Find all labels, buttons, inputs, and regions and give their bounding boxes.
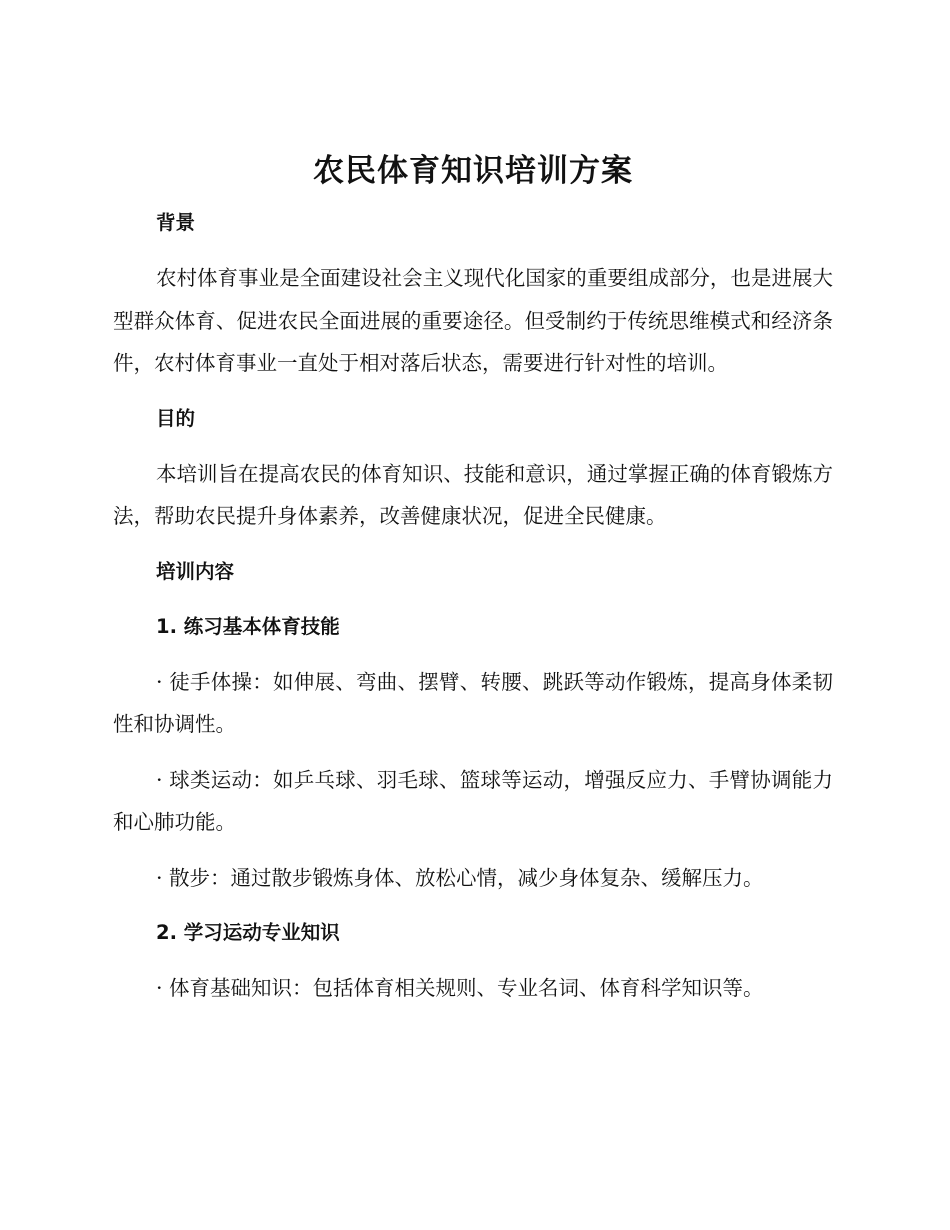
subsection-heading-basic-skills: 1. 练习基本体育技能 — [156, 614, 340, 638]
section-heading-purpose: 目的 — [156, 406, 196, 430]
spacer — [113, 954, 833, 967]
spacer — [113, 648, 833, 661]
background-paragraph: 农村体育事业是全面建设社会主义现代化国家的重要组成部分，也是进展大型群众体育、促进农民全面进展的重要途径。但受制约于传统思维模式和经济条件，农村体育事业一直处于相对落后状态，需要进行针对性的培训。 — [113, 266, 833, 375]
spacer — [113, 194, 833, 202]
subsection-heading-sports-knowledge: 2. 学习运动专业知识 — [156, 921, 340, 944]
purpose-paragraph: 本培训旨在提高农民的体育知识、技能和意识，通过掌握正确的体育锻炼方法，帮助农民提升身体素养，改善健康状况，促进全民健康。 — [113, 461, 833, 528]
section-heading-background: 背景 — [156, 211, 196, 234]
document-page — [113, 148, 833, 1010]
spacer — [113, 746, 833, 759]
spacer — [113, 538, 833, 551]
spacer — [113, 385, 833, 398]
list-item: · 散步：通过散步锻炼身体、放松心情，减少身体复杂、缓解压力。 — [156, 865, 764, 890]
spacer — [113, 593, 833, 606]
spacer — [113, 899, 833, 912]
list-item: · 球类运动：如乒乓球、羽毛球、篮球等运动，增强反应力、手臂协调能力和心肺功能。 — [113, 767, 833, 834]
section-heading-content: 培训内容 — [156, 559, 235, 583]
list-item: · 体育基础知识：包括体育相关规则、专业名词、体育科学知识等。 — [156, 976, 764, 1000]
list-item: · 徒手体操：如伸展、弯曲、摆臂、转腰、跳跃等动作锻炼，提高身体柔韧性和协调性。 — [113, 669, 833, 736]
spacer — [113, 844, 833, 857]
document-title: 农民体育知识培训方案 — [313, 153, 633, 189]
spacer — [113, 244, 833, 257]
spacer — [113, 440, 833, 453]
